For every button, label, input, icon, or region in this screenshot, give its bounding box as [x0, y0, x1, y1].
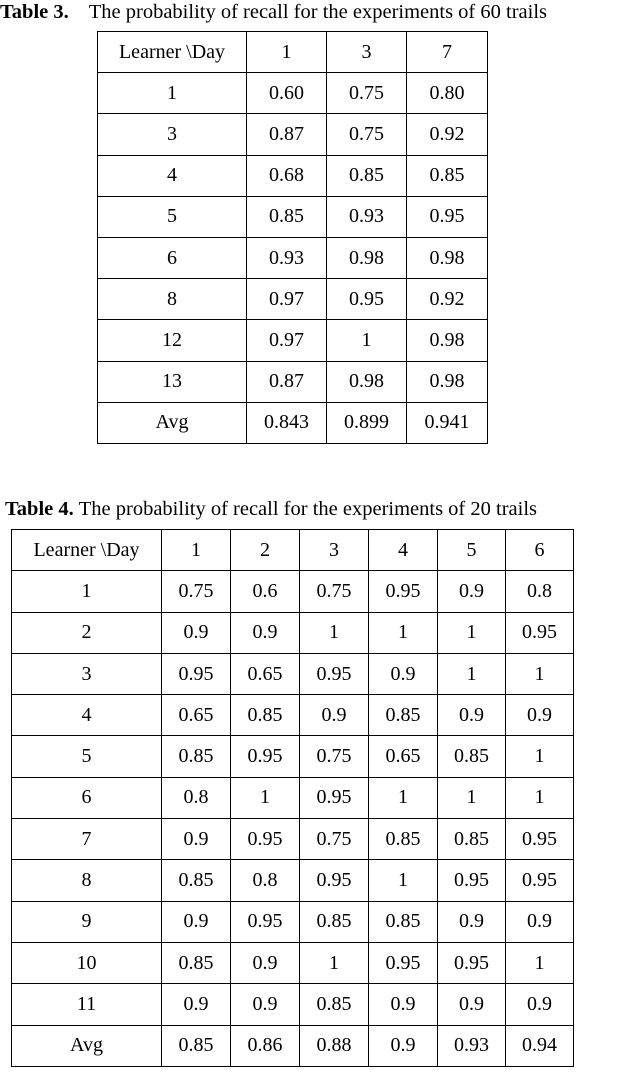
- table-3-caption: [0, 0, 547, 24]
- table-header-cell: Learner \Day: [98, 32, 247, 73]
- table-cell: 0.95: [369, 942, 438, 983]
- table-cell: 0.9: [438, 901, 506, 942]
- table-cell: 2: [12, 612, 162, 653]
- table-row: [12, 901, 574, 942]
- table-cell: 0.85: [162, 736, 231, 777]
- table-cell: 0.95: [300, 653, 369, 694]
- table-cell: 0.95: [438, 860, 506, 901]
- table-cell: 0.941: [407, 402, 488, 443]
- table-cell: 0.85: [369, 695, 438, 736]
- table-cell: 0.95: [300, 777, 369, 818]
- table-header-cell: 5: [438, 530, 506, 571]
- table-cell: 0.9: [162, 901, 231, 942]
- table-row: [12, 819, 574, 860]
- table-cell: 0.85: [162, 942, 231, 983]
- table-cell: 0.9: [369, 984, 438, 1025]
- table-cell: 0.843: [247, 402, 327, 443]
- table-cell: 0.75: [300, 736, 369, 777]
- table-header-cell: 3: [327, 32, 407, 73]
- table-cell: 4: [12, 695, 162, 736]
- table-cell: 0.95: [506, 612, 574, 653]
- table-cell: 0.98: [407, 361, 488, 402]
- table-cell: 0.8: [162, 777, 231, 818]
- table-cell: 1: [300, 942, 369, 983]
- table-cell: 0.85: [231, 695, 300, 736]
- table-row: [98, 155, 488, 196]
- table-row: [98, 237, 488, 278]
- table-cell: 0.75: [327, 73, 407, 114]
- table-row: [98, 196, 488, 237]
- table-cell: 4: [98, 155, 247, 196]
- table-cell: 0.86: [231, 1025, 300, 1066]
- table-cell: 0.95: [231, 901, 300, 942]
- table-cell: 1: [300, 612, 369, 653]
- table-cell: 0.68: [247, 155, 327, 196]
- table-row: [12, 942, 574, 983]
- table-cell: 1: [506, 653, 574, 694]
- table-row: [12, 984, 574, 1025]
- table-3-label: Table 3.: [0, 1, 69, 23]
- table-cell: 0.9: [506, 901, 574, 942]
- table-cell: 0.85: [327, 155, 407, 196]
- table-cell: 0.97: [247, 320, 327, 361]
- table-cell: 0.95: [162, 653, 231, 694]
- table-cell: 0.93: [247, 237, 327, 278]
- table-header-cell: 1: [247, 32, 327, 73]
- table-cell: 12: [98, 320, 247, 361]
- table-cell: 0.85: [300, 901, 369, 942]
- table-cell: 0.75: [327, 114, 407, 155]
- table-cell: 0.9: [231, 612, 300, 653]
- table-cell: 1: [506, 942, 574, 983]
- table-cell: 0.6: [231, 571, 300, 612]
- table-cell: 0.94: [506, 1025, 574, 1066]
- table-cell: 0.93: [327, 196, 407, 237]
- table-4-caption: [5, 497, 537, 521]
- table-cell: 1: [231, 777, 300, 818]
- table-cell: Avg: [98, 402, 247, 443]
- table-cell: 1: [369, 860, 438, 901]
- table-cell: 0.899: [327, 402, 407, 443]
- table-cell: 0.9: [300, 695, 369, 736]
- table-cell: 11: [12, 984, 162, 1025]
- table-cell: 0.9: [162, 819, 231, 860]
- table-cell: 0.95: [369, 571, 438, 612]
- table-cell: 1: [438, 777, 506, 818]
- table-cell: 0.98: [327, 361, 407, 402]
- table-cell: 0.85: [407, 155, 488, 196]
- table-cell: 0.65: [162, 695, 231, 736]
- table-row: [12, 736, 574, 777]
- table-header-row: [12, 530, 574, 571]
- table-cell: 1: [98, 73, 247, 114]
- table-cell: 6: [12, 777, 162, 818]
- table-header-cell: 2: [231, 530, 300, 571]
- table-cell: 0.85: [438, 736, 506, 777]
- table-header-cell: 4: [369, 530, 438, 571]
- table-cell: 5: [12, 736, 162, 777]
- table-cell: 0.65: [231, 653, 300, 694]
- table-row: [12, 653, 574, 694]
- table-cell: 0.8: [506, 571, 574, 612]
- table-cell: 0.95: [407, 196, 488, 237]
- table-cell: 0.98: [407, 320, 488, 361]
- table-cell: 0.95: [506, 860, 574, 901]
- table-cell: 0.9: [162, 984, 231, 1025]
- table-cell: 0.93: [438, 1025, 506, 1066]
- table-cell: 1: [12, 571, 162, 612]
- table-3-caption-text: The probability of recall for the experiments of 60 trails: [88, 1, 547, 23]
- table-cell: 0.98: [407, 237, 488, 278]
- table-row: [98, 73, 488, 114]
- table-cell: 0.9: [438, 695, 506, 736]
- table-row: [12, 777, 574, 818]
- table-header-cell: 6: [506, 530, 574, 571]
- table-row: [98, 361, 488, 402]
- table-4-caption-text: The probability of recall for the experiments of 20 trails: [78, 498, 537, 520]
- table-cell: 0.75: [300, 819, 369, 860]
- table-cell: 0.87: [247, 114, 327, 155]
- table-cell: 0.9: [231, 942, 300, 983]
- table-row: [12, 860, 574, 901]
- table-cell: 0.9: [231, 984, 300, 1025]
- table-cell: 0.9: [506, 695, 574, 736]
- table-cell: 0.9: [369, 1025, 438, 1066]
- table-cell: 1: [327, 320, 407, 361]
- table-row: [98, 320, 488, 361]
- table-cell: 0.92: [407, 114, 488, 155]
- table-cell: 0.85: [438, 819, 506, 860]
- table-cell: 0.80: [407, 73, 488, 114]
- table-cell: 1: [369, 777, 438, 818]
- table-cell: 3: [12, 653, 162, 694]
- table-cell: 0.85: [162, 860, 231, 901]
- table-cell: 0.87: [247, 361, 327, 402]
- table-row: [98, 279, 488, 320]
- table-cell: 0.65: [369, 736, 438, 777]
- table-row: [12, 571, 574, 612]
- table-4-label: Table 4.: [5, 498, 74, 520]
- table-cell: 1: [506, 736, 574, 777]
- table-header-cell: Learner \Day: [12, 530, 162, 571]
- table-cell: 7: [12, 819, 162, 860]
- table-cell: 0.9: [438, 571, 506, 612]
- table-cell: 0.88: [300, 1025, 369, 1066]
- table-cell: 1: [438, 653, 506, 694]
- table-cell: 0.85: [247, 196, 327, 237]
- table-cell: 0.9: [369, 653, 438, 694]
- table-cell: 0.60: [247, 73, 327, 114]
- table-cell: 0.9: [506, 984, 574, 1025]
- table-cell: 0.95: [327, 279, 407, 320]
- table-row: [98, 402, 488, 443]
- table-3: [97, 31, 488, 444]
- table-cell: 0.75: [300, 571, 369, 612]
- table-row: [12, 612, 574, 653]
- table-header-row: [98, 32, 488, 73]
- table-row: [12, 1025, 574, 1066]
- table-cell: 0.95: [300, 860, 369, 901]
- table-cell: 3: [98, 114, 247, 155]
- table-cell: 5: [98, 196, 247, 237]
- table-cell: 1: [369, 612, 438, 653]
- table-cell: 0.98: [327, 237, 407, 278]
- table-cell: 8: [12, 860, 162, 901]
- table-cell: 0.95: [231, 819, 300, 860]
- table-cell: 0.95: [231, 736, 300, 777]
- table-cell: 0.85: [369, 819, 438, 860]
- table-cell: 8: [98, 279, 247, 320]
- table-header-cell: 3: [300, 530, 369, 571]
- table-cell: 0.85: [300, 984, 369, 1025]
- table-cell: 10: [12, 942, 162, 983]
- table-cell: 1: [438, 612, 506, 653]
- table-cell: 0.9: [162, 612, 231, 653]
- table-cell: 13: [98, 361, 247, 402]
- table-cell: 1: [506, 777, 574, 818]
- table-cell: 6: [98, 237, 247, 278]
- table-row: [98, 114, 488, 155]
- table-cell: 0.85: [162, 1025, 231, 1066]
- table-cell: 0.85: [369, 901, 438, 942]
- table-cell: 0.92: [407, 279, 488, 320]
- table-cell: 0.8: [231, 860, 300, 901]
- table-cell: Avg: [12, 1025, 162, 1066]
- table-cell: 0.9: [438, 984, 506, 1025]
- table-cell: 0.75: [162, 571, 231, 612]
- table-row: [12, 695, 574, 736]
- table-header-cell: 1: [162, 530, 231, 571]
- table-cell: 0.95: [438, 942, 506, 983]
- table-header-cell: 7: [407, 32, 488, 73]
- table-cell: 0.97: [247, 279, 327, 320]
- table-cell: 9: [12, 901, 162, 942]
- table-cell: 0.95: [506, 819, 574, 860]
- table-4: [11, 529, 574, 1067]
